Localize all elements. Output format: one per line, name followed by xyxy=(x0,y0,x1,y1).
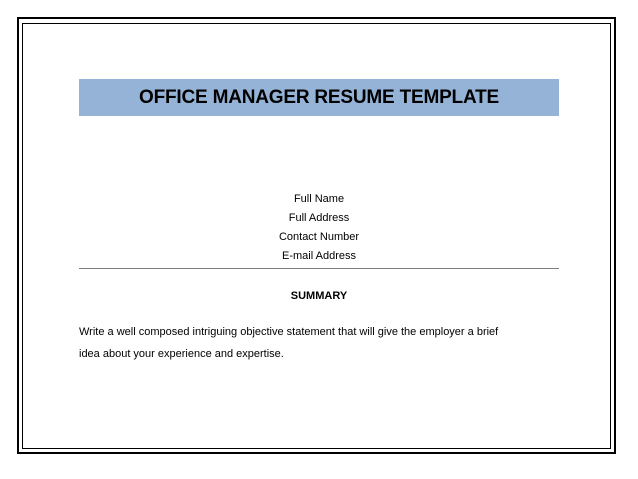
summary-line: Write a well composed intriguing objective statement that will give the employer a brief xyxy=(79,326,499,338)
contact-number: Contact Number xyxy=(278,231,360,243)
summary-line: idea about your experience and expertise. xyxy=(79,348,284,360)
summary-body xyxy=(79,321,569,365)
summary-heading: SUMMARY xyxy=(290,290,348,302)
section-divider xyxy=(79,268,559,269)
title-banner xyxy=(79,79,559,116)
contact-full-name: Full Name xyxy=(293,193,345,205)
document-title: OFFICE MANAGER RESUME TEMPLATE xyxy=(139,86,499,108)
contact-email: E-mail Address xyxy=(282,250,356,262)
contact-full-address: Full Address xyxy=(288,212,350,224)
